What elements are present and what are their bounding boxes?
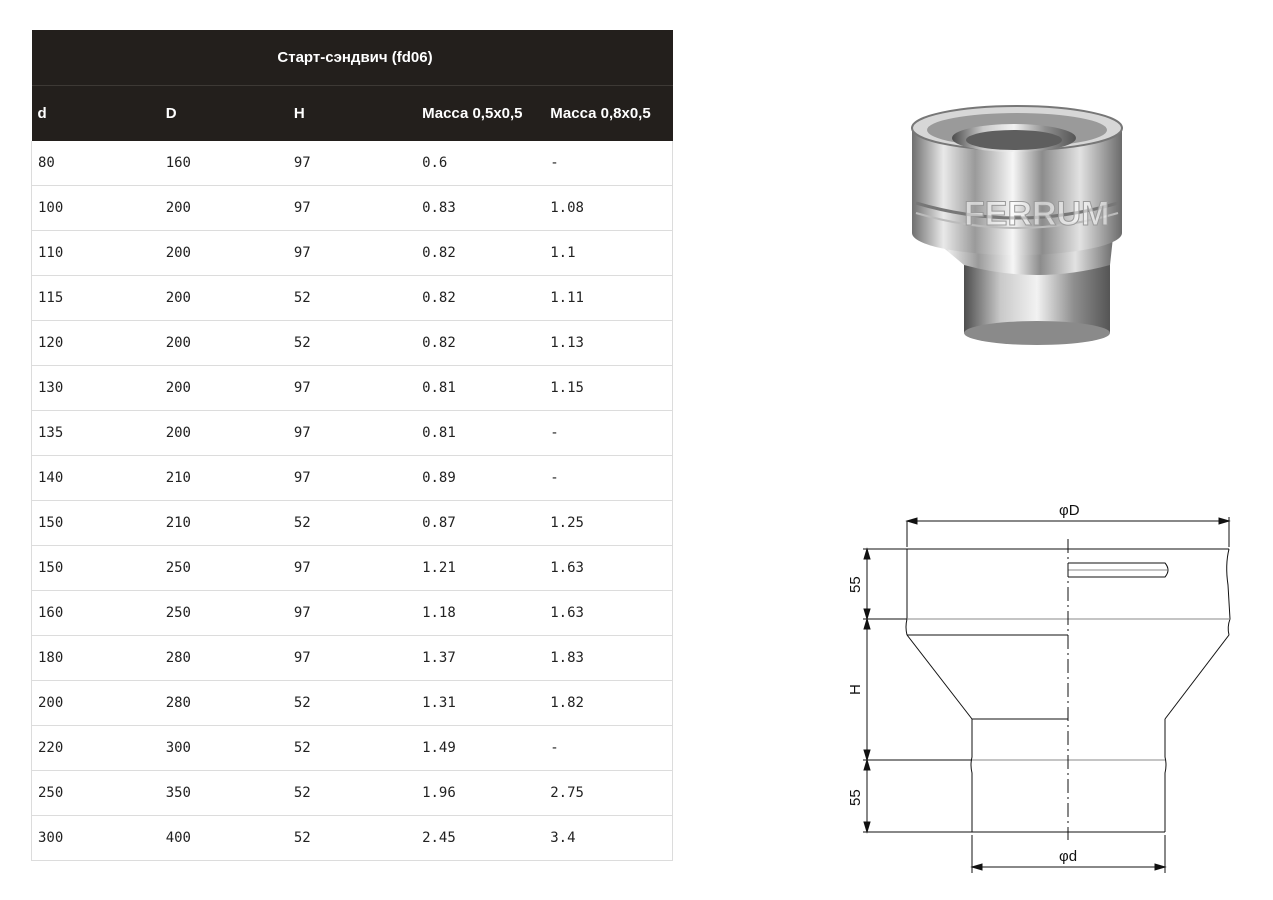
table-cell: 1.08 xyxy=(544,186,672,231)
column-header-mass-08: Масса 0,8x0,5 xyxy=(544,86,672,142)
column-header-D: D xyxy=(160,86,288,142)
table-cell: 52 xyxy=(288,681,416,726)
column-header-mass-05: Масса 0,5x0,5 xyxy=(416,86,544,142)
table-cell: 0.83 xyxy=(416,186,544,231)
table-cell: 1.83 xyxy=(544,636,672,681)
table-cell: 135 xyxy=(32,411,160,456)
table-row xyxy=(32,681,673,726)
table-cell: 52 xyxy=(288,501,416,546)
table-cell: 180 xyxy=(32,636,160,681)
table-cell: 52 xyxy=(288,276,416,321)
table-cell: 1.49 xyxy=(416,726,544,771)
table-cell: 1.96 xyxy=(416,771,544,816)
table-cell: 210 xyxy=(160,501,288,546)
table-cell: 3.4 xyxy=(544,816,672,861)
table-cell: 52 xyxy=(288,321,416,366)
table-cell: 1.13 xyxy=(544,321,672,366)
table-cell: 97 xyxy=(288,456,416,501)
table-cell: 200 xyxy=(160,411,288,456)
table-row xyxy=(32,546,673,591)
table-cell: 1.1 xyxy=(544,231,672,276)
table-cell: 200 xyxy=(32,681,160,726)
table-cell: 200 xyxy=(160,366,288,411)
table-cell: 120 xyxy=(32,321,160,366)
table-cell: 97 xyxy=(288,186,416,231)
dimension-top-label: 55 xyxy=(847,576,864,593)
table-cell: - xyxy=(544,141,672,186)
technical-drawing xyxy=(835,495,1245,880)
table-cell: 97 xyxy=(288,636,416,681)
table-cell: 350 xyxy=(160,771,288,816)
table-cell: 97 xyxy=(288,141,416,186)
table-cell: 110 xyxy=(32,231,160,276)
table-cell: 0.82 xyxy=(416,231,544,276)
table-cell: 150 xyxy=(32,546,160,591)
table-cell: 0.81 xyxy=(416,411,544,456)
table-cell: 160 xyxy=(32,591,160,636)
table-cell: 210 xyxy=(160,456,288,501)
table-row xyxy=(32,816,673,861)
table-cell: 52 xyxy=(288,726,416,771)
table-cell: - xyxy=(544,411,672,456)
table-cell: 0.89 xyxy=(416,456,544,501)
table-cell: 1.18 xyxy=(416,591,544,636)
table-cell: 100 xyxy=(32,186,160,231)
table-row xyxy=(32,186,673,231)
table-cell: 130 xyxy=(32,366,160,411)
table-cell: 0.82 xyxy=(416,321,544,366)
table-cell: 1.37 xyxy=(416,636,544,681)
table-cell: 1.15 xyxy=(544,366,672,411)
table-cell: 1.21 xyxy=(416,546,544,591)
table-cell: 115 xyxy=(32,276,160,321)
table-cell: 97 xyxy=(288,591,416,636)
table-row xyxy=(32,726,673,771)
table-row xyxy=(32,321,673,366)
table-cell: 80 xyxy=(32,141,160,186)
table-cell: 250 xyxy=(160,546,288,591)
table-cell: 280 xyxy=(160,636,288,681)
table-cell: 0.81 xyxy=(416,366,544,411)
table-cell: 400 xyxy=(160,816,288,861)
table-cell: 2.45 xyxy=(416,816,544,861)
table-cell: 250 xyxy=(160,591,288,636)
table-cell: 0.6 xyxy=(416,141,544,186)
table-cell: 220 xyxy=(32,726,160,771)
table-cell: - xyxy=(544,456,672,501)
product-photo xyxy=(902,93,1132,353)
table-cell: 52 xyxy=(288,816,416,861)
table-row xyxy=(32,411,673,456)
brand-watermark: FERRUM xyxy=(964,195,1110,233)
table-cell: 1.31 xyxy=(416,681,544,726)
table-title: Старт-сэндвич (fd06) xyxy=(32,30,673,86)
table-cell: 1.63 xyxy=(544,591,672,636)
column-header-H: H xyxy=(288,86,416,142)
table-row xyxy=(32,501,673,546)
dimension-D-label: φD xyxy=(1059,502,1080,519)
table-row xyxy=(32,636,673,681)
table-cell: 1.82 xyxy=(544,681,672,726)
table-cell: - xyxy=(544,726,672,771)
table-cell: 1.25 xyxy=(544,501,672,546)
table-row xyxy=(32,591,673,636)
table-cell: 97 xyxy=(288,366,416,411)
table-cell: 200 xyxy=(160,321,288,366)
table-cell: 52 xyxy=(288,771,416,816)
table-body xyxy=(32,141,673,861)
table-row xyxy=(32,456,673,501)
dimension-bottom-label: 55 xyxy=(847,789,864,806)
table-cell: 160 xyxy=(160,141,288,186)
table-cell: 97 xyxy=(288,546,416,591)
table-cell: 200 xyxy=(160,231,288,276)
spec-table xyxy=(31,30,673,861)
table-cell: 97 xyxy=(288,231,416,276)
dimension-H-label: H xyxy=(847,684,864,695)
table-cell: 97 xyxy=(288,411,416,456)
table-cell: 0.82 xyxy=(416,276,544,321)
table-cell: 150 xyxy=(32,501,160,546)
table-cell: 280 xyxy=(160,681,288,726)
table-cell: 2.75 xyxy=(544,771,672,816)
table-cell: 140 xyxy=(32,456,160,501)
table-row xyxy=(32,141,673,186)
table-cell: 1.11 xyxy=(544,276,672,321)
table-row xyxy=(32,276,673,321)
dimension-d-label: φd xyxy=(1059,848,1078,865)
table-row xyxy=(32,231,673,276)
table-cell: 0.87 xyxy=(416,501,544,546)
table-cell: 300 xyxy=(160,726,288,771)
table-cell: 200 xyxy=(160,186,288,231)
table-cell: 300 xyxy=(32,816,160,861)
table-row xyxy=(32,771,673,816)
table-cell: 1.63 xyxy=(544,546,672,591)
table-cell: 200 xyxy=(160,276,288,321)
column-header-d: d xyxy=(32,86,160,142)
table-row xyxy=(32,366,673,411)
table-cell: 250 xyxy=(32,771,160,816)
